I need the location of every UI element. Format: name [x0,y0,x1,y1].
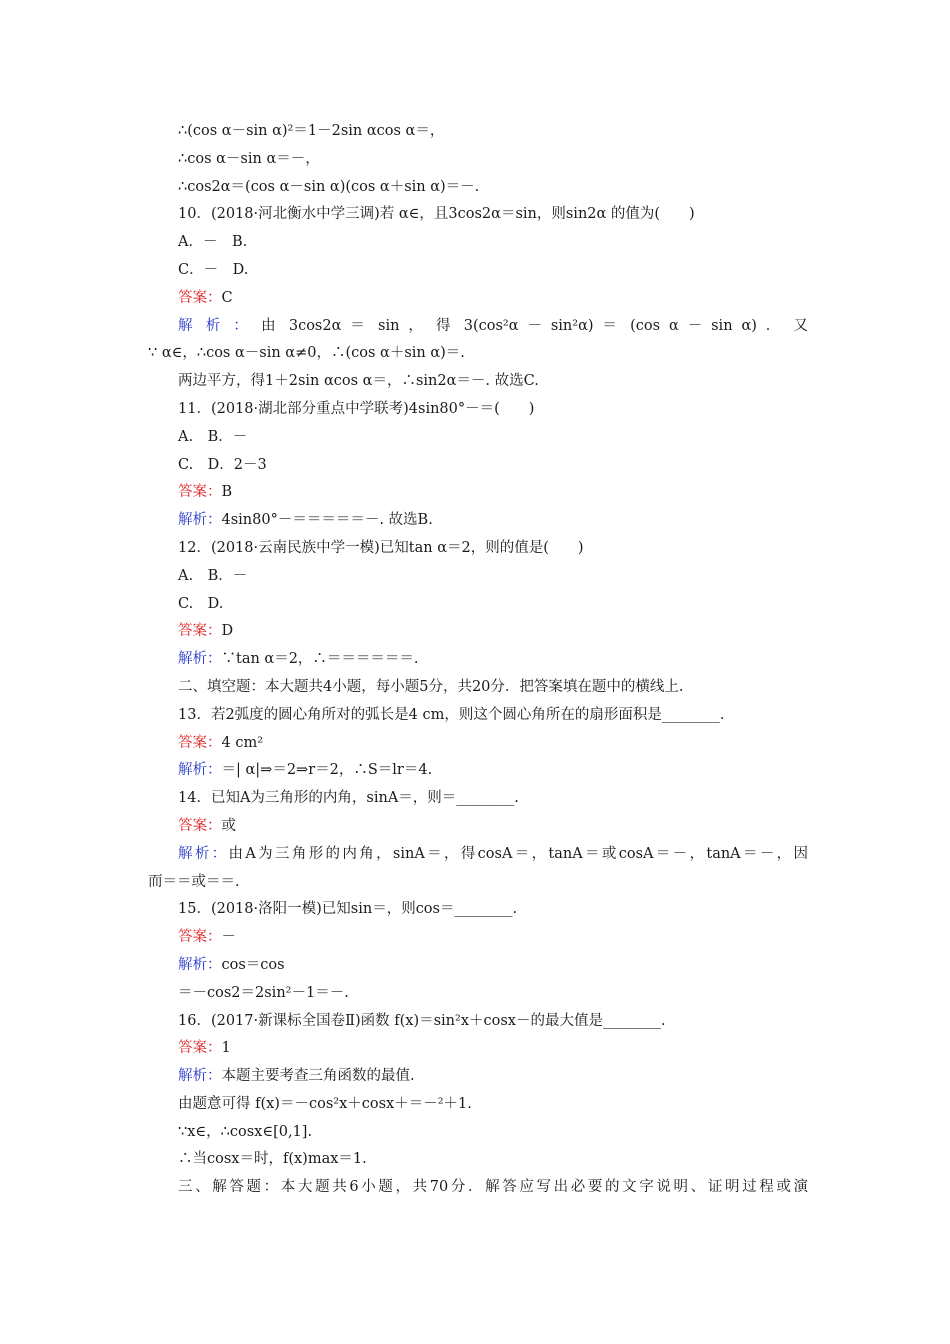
answer-line [148,1035,808,1063]
text-line [148,702,808,730]
text-line [148,563,808,591]
solution-label: 解析： [178,512,222,529]
line-text: A. B．－ [178,567,248,584]
answer-line [148,813,808,841]
line-text: 由A为三角形的内角，sinA＝，得cosA＝，tanA＝或cosA＝－，tanA＝－，因 [228,845,808,862]
line-text: 4 cm² [221,734,264,751]
text-line [148,1146,808,1174]
text-line [148,1174,808,1202]
line-text: C. D. [178,595,224,612]
line-text: 或 [221,817,236,834]
answer-line [148,618,808,646]
line-text: ＝－cos2＝2sin²－1＝－. [178,984,349,1001]
text-line [148,424,808,452]
answer-label: 答案： [178,623,222,640]
line-text: 16．(2017·新课标全国卷Ⅱ)函数 f(x)＝sin²x＋cosx－的最大值是________. [178,1012,666,1029]
line-text: ∵tan α＝2，∴＝＝＝＝＝＝. [221,651,419,668]
text-line [148,257,808,285]
line-text: ∵x∈，∴cosx∈[0,1]. [178,1123,313,1140]
answer-line [148,924,808,952]
text-line [148,980,808,1008]
text-line [148,591,808,619]
line-text: 11．(2018·湖北部分重点中学联考)4sin80°－＝( ) [178,400,535,417]
solution-label: 解析： [178,651,222,668]
line-text: 4sin80°－＝＝＝＝＝－. 故选B. [221,512,433,529]
line-text: － [221,929,236,946]
answer-label: 答案： [178,1040,222,1057]
text-line [148,785,808,813]
line-text: 由 3cos2α ＝ sin ， 得 3(cos²α － sin²α) ＝ (cos α － sin α) ． 又 [252,317,808,334]
line-text: 12．(2018·云南民族中学一模)已知tan α＝2，则的值是( ) [178,539,584,556]
solution-label: 解 析 ： [178,317,253,334]
solution-line [148,952,808,980]
text-line [148,118,808,146]
line-text: C [221,289,233,306]
line-text: 14．已知A为三角形的内角，sinA＝，则＝________. [178,790,519,807]
line-text: cos＝cos [221,956,285,973]
line-text: 由题意可得 f(x)＝－cos²x＋cosx＋＝－²＋1. [178,1095,472,1112]
text-line [148,896,808,924]
solution-line [148,313,808,341]
line-text: 1 [221,1040,231,1057]
line-text: B [221,484,233,501]
solution-line [148,841,808,869]
line-text: 13．若2弧度的圆心角所对的弧长是4 cm，则这个圆心角所在的扇形面积是________. [178,706,725,723]
line-text: 本题主要考查三角函数的最值. [221,1068,415,1085]
line-text: 三、解答题：本大题共6小题，共70分．解答应写出必要的文字说明、证明过程或演 [178,1179,808,1196]
text-line [148,201,808,229]
line-text: 10．(2018·河北衡水中学三调)若 α∈，且3cos2α＝sin，则sin2α 的值为( ) [178,206,695,223]
solution-line [148,507,808,535]
answer-label: 答案： [178,817,222,834]
text-line [148,674,808,702]
solution-line [148,757,808,785]
document-body [148,118,808,1202]
line-text: 二、填空题：本大题共4小题，每小题5分，共20分．把答案填在题中的横线上. [178,678,684,695]
text-line [148,174,808,202]
solution-label: 解析： [178,762,222,779]
solution-label: 解析： [178,1068,222,1085]
text-line [148,146,808,174]
answer-label: 答案： [178,734,222,751]
line-text: C. D．2－3 [178,456,267,473]
text-line [148,340,808,368]
text-line [148,1008,808,1036]
solution-label: 解析： [178,956,222,973]
line-text: ＝| α|⇒＝2⇒r＝2，∴S＝lr＝4. [221,762,433,779]
line-text: ∴(cos α－sin α)²＝1－2sin αcos α＝， [178,123,445,139]
text-line [148,229,808,257]
line-text: 而＝＝或＝＝. [148,873,240,890]
solution-line [148,1063,808,1091]
answer-line [148,479,808,507]
line-text: D [221,623,234,640]
line-text: A．－ B. [178,234,248,251]
text-line [148,535,808,563]
solution-line [148,646,808,674]
line-text: ∴cos α－sin α＝－， [178,150,320,167]
text-line [148,1091,808,1119]
line-text: ∵ α∈，∴cos α－sin α≠0，∴(cos α＋sin α)＝. [148,345,465,362]
line-text: A. B．－ [178,428,248,445]
text-line [148,869,808,897]
line-text: ∴cos2α＝(cos α－sin α)(cos α＋sin α)＝－. [178,178,480,195]
line-text: C．－ D. [178,261,249,278]
answer-label: 答案： [178,484,222,501]
answer-label: 答案： [178,289,222,306]
answer-label: 答案： [178,929,222,946]
text-line [148,1119,808,1147]
line-text: 15．(2018·洛阳一模)已知sin＝，则cos＝________. [178,901,518,918]
text-line [148,368,808,396]
line-text: ∴当cosx＝时，f(x)max＝1. [178,1151,367,1168]
text-line [148,396,808,424]
answer-line [148,730,808,758]
answer-line [148,285,808,313]
text-line [148,452,808,480]
line-text: 两边平方，得1＋2sin αcos α＝，∴sin2α＝－. 故选C. [178,373,539,390]
solution-label: 解析： [178,845,229,862]
